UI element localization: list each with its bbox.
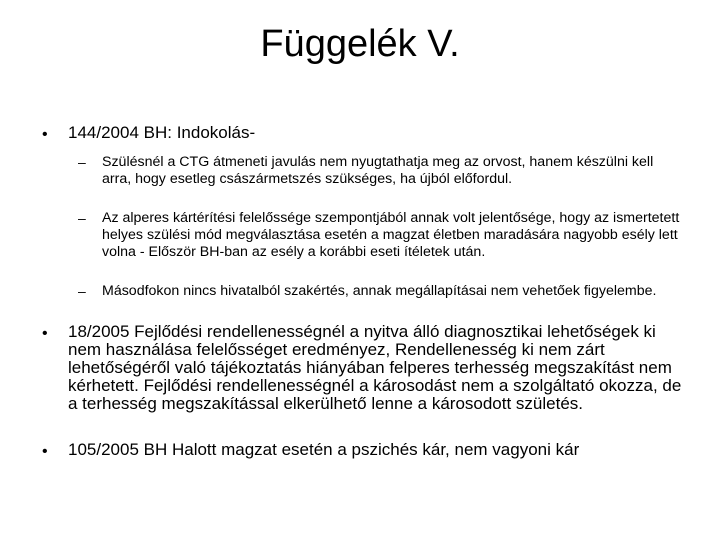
slide-title: Függelék V.: [260, 23, 460, 65]
sub-bullet-marker: –: [78, 283, 86, 299]
bullet-marker: •: [42, 126, 48, 143]
sub-bullet-text: Az alperes kártérítési felelőssége szempontjából annak volt jelentősége, hogy az ismertetett helyes szülési mód megválasztása esetén a magzat életben maradására nagyobb esély lett volna - Először BH-ban az esély a korábbi eseti ítéletek után.: [102, 210, 680, 260]
sub-bullet-text: Másodfokon nincs hivatalból szakértés, annak megállapításai nem vehetőek figyelembe.: [102, 283, 657, 299]
bullet-text: 105/2005 BH Halott magzat esetén a pszichés kár, nem vagyoni kár: [68, 440, 580, 459]
bullet-text: 144/2004 BH: Indokolás-: [68, 123, 256, 142]
bullet-text: 18/2005 Fejlődési rendellenességnél a nyitva álló diagnosztikai lehetőségek ki nem használása felelősséget eredményez, Rendellenesség ki nem zárt lehetőségéről való tájékoztatás hiányában felperes terhesség megszakítást nem kérhetett. Fejlődési rendellenességnél a károsodást nem a szolgáltató okozza, de a terhesség megszakítással elkerülhető lenne a károsodott születés.: [68, 322, 682, 413]
bullet-marker: •: [42, 325, 48, 342]
sub-bullet-marker: –: [78, 210, 86, 226]
sub-bullet-marker: –: [78, 154, 86, 170]
sub-bullet-text: Szülésnél a CTG átmeneti javulás nem nyugtathatja meg az orvost, hanem készülni kell arra, hogy esetleg császármetszés szükséges, ha újból előfordul.: [102, 154, 654, 187]
bullet-marker: •: [42, 443, 48, 460]
